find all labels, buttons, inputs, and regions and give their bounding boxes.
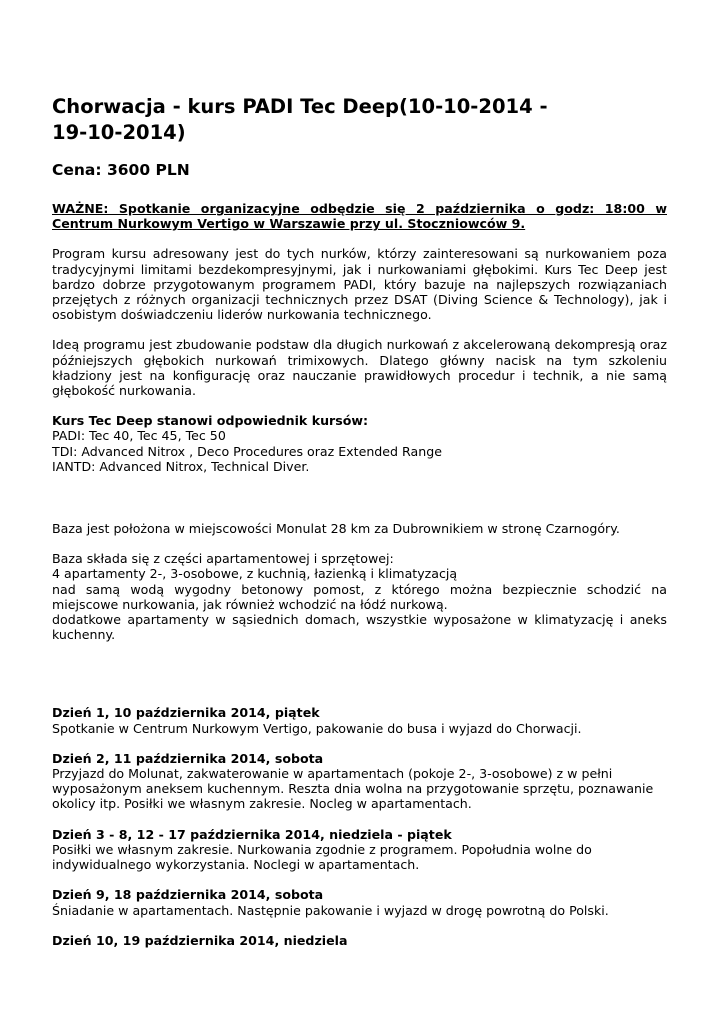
page-title: Chorwacja - kurs PADI Tec Deep(10-10-2014 - 19-10-2014): [52, 95, 548, 144]
base-apartments: 4 apartamenty 2-, 3-osobowe, z kuchnią, łazienką i klimatyzacją: [52, 566, 458, 582]
program-idea-paragraph: Ideą programu jest zbudowanie podstaw dla długich nurkowań z akcelerowaną dekompresją oraz późniejszych głębokich nurkowań trimixowych. Dlatego główny nacisk na tym szkoleniu kładziony jest na konfigurację oraz nauczanie prawidłowych procedur i technik, a nie samą głębokość nurkowania.: [52, 337, 667, 399]
day-heading: Dzień 9, 18 października 2014, sobota: [52, 887, 324, 903]
day-description: Śniadanie w apartamentach. Następnie pakowanie i wyjazd w drogę powrotną do Polski.: [52, 902, 609, 918]
base-pier: nad samą wodą wygodny betonowy pomost, z którego można bezpiecznie schodzić na miejscowe nurkowania, jak również wchodzić na łódź nurkową.: [52, 581, 667, 612]
base-details-intro: Baza składa się z części apartamentowej i sprzętowej:: [52, 551, 394, 567]
itinerary: [52, 705, 667, 947]
day-heading: Dzień 2, 11 października 2014, sobota: [52, 750, 324, 766]
base-location: Baza jest położona w miejscowości Monulat 28 km za Dubrownikiem w stronę Czarnogóry.: [52, 521, 620, 537]
itinerary-day: [52, 751, 667, 812]
day-heading: Dzień 3 - 8, 12 - 17 października 2014, niedziela - piątek: [52, 826, 452, 842]
itinerary-day: [52, 827, 667, 873]
base-details: [52, 551, 667, 642]
day-description: Spotkanie w Centrum Nurkowym Vertigo, pakowanie do busa i wyjazd do Chorwacji.: [52, 720, 582, 736]
equivalent-iantd: IANTD: Advanced Nitrox, Technical Diver.: [52, 458, 310, 474]
equivalents-heading: Kurs Tec Deep stanowi odpowiednik kursów:: [52, 413, 369, 429]
day-description: Przyjazd do Molunat, zakwaterowanie w apartamentach (pokoje 2-, 3-osobowe) z w pełni wyposażonym aneksem kuchennym. Reszta dnia wolna na przygotowanie sprzętu, poznawanie okolicy itp. Posiłki we własnym zakresie. Nocleg w apartamentach.: [52, 766, 654, 812]
equivalent-tdi: TDI: Advanced Nitrox , Deco Procedures oraz Extended Range: [52, 443, 442, 459]
intro-paragraph: Program kursu adresowany jest do tych nurków, którzy zainteresowani są nurkowaniem poza tradycyjnymi limitami bezdekompresyjnymi, jak i nurkowaniami głębokimi. Kurs Tec Deep jest bardzo dobrze przygotowanym programem PADI, który bazuje na najlepszych rozwiązaniach przejętych z różnych organizacji technicznych przez DSAT (Diving Science & Technology), jak i osobistym doświadczeniu liderów nurkowania technicznego.: [52, 246, 667, 323]
meeting-notice: WAŻNE: Spotkanie organizacyjne odbędzie się 2 października o godz: 18:00 w Centrum Nurkowym Vertigo w Warszawie przy ul. Stoczniowców 9.: [52, 201, 667, 232]
itinerary-day: [52, 933, 667, 948]
course-equivalents: [52, 413, 667, 474]
itinerary-day: [52, 887, 667, 917]
base-extra-apartments: dodatkowe apartamenty w sąsiednich domach, wszystkie wyposażone w klimatyzację i aneks kuchenny.: [52, 612, 667, 643]
day-heading: Dzień 1, 10 października 2014, piątek: [52, 705, 320, 721]
course-price: Cena: 3600 PLN: [52, 161, 190, 179]
day-description: Posiłki we własnym zakresie. Nurkowania zgodnie z programem. Popołudnia wolne do indywidualnego wykorzystania. Noclegi w apartamentach.: [52, 841, 592, 873]
itinerary-day: [52, 705, 667, 735]
equivalent-padi: PADI: Tec 40, Tec 45, Tec 50: [52, 428, 226, 444]
day-heading: Dzień 10, 19 października 2014, niedziela: [52, 932, 348, 948]
